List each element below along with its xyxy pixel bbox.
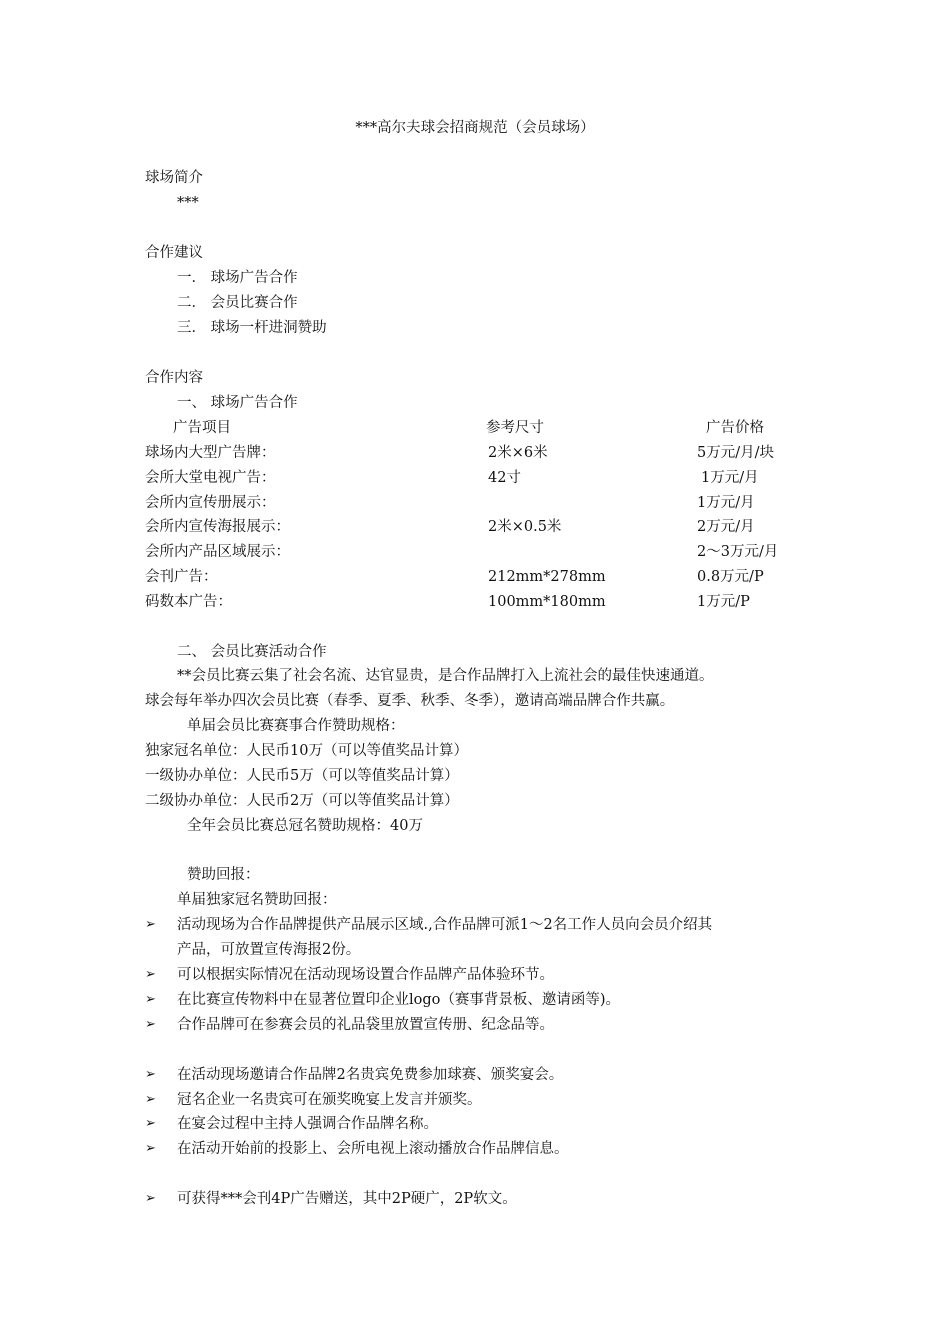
table-cell-price: 0.8万元/P: [697, 569, 764, 585]
intro-body: ***: [177, 195, 199, 211]
bullet-item: 活动现场为合作品牌提供产品展示区域.,合作品牌可派1～2名工作人员向会员介绍其: [177, 917, 713, 933]
bullet-arrow-icon: ➢: [145, 917, 156, 932]
bullet-arrow-icon: ➢: [145, 1067, 156, 1082]
section-match-cooperation: 二、 会员比赛活动合作: [177, 644, 327, 660]
annual-spec: 全年会员比赛总冠名赞助规格：40万: [187, 818, 423, 834]
content-heading: 合作内容: [145, 370, 203, 386]
paragraph: 球会每年举办四次会员比赛（春季、夏季、秋季、冬季），邀请高端品牌合作共赢。: [145, 693, 675, 709]
table-cell-item: 码数本广告：: [145, 594, 232, 610]
table-cell-price: 2～3万元/月: [697, 544, 779, 560]
table-cell-item: 会刊广告：: [145, 569, 218, 585]
suggestion-item: 二． 会员比赛合作: [177, 295, 298, 311]
table-cell-size: 2米×6米: [488, 445, 548, 461]
bullet-item: 可以根据实际情况在活动现场设置合作品牌产品体验环节。: [177, 967, 554, 983]
bullet-item: 冠名企业一名贵宾可在颁奖晚宴上发言并颁奖。: [177, 1092, 482, 1108]
table-cell-item: 会所内产品区域展示：: [145, 544, 290, 560]
table-cell-item: 会所内宣传海报展示：: [145, 519, 290, 535]
table-cell-price: 1万元/月: [701, 470, 759, 486]
suggestions-heading: 合作建议: [145, 245, 203, 261]
bullet-item: 可获得***会刊4P广告赠送，其中2P硬广，2P软文。: [177, 1191, 517, 1207]
table-cell-item: 球场内大型广告牌：: [145, 445, 276, 461]
table-cell-price: 1万元/月: [697, 495, 755, 511]
bullet-arrow-icon: ➢: [145, 1191, 156, 1206]
spec-item: 一级协办单位：人民币5万（可以等值奖品计算）: [145, 768, 459, 784]
section-ad-cooperation: 一、 球场广告合作: [177, 395, 298, 411]
bullet-arrow-icon: ➢: [145, 992, 156, 1007]
bullet-item: 在活动开始前的投影上、会所电视上滚动播放合作品牌信息。: [177, 1141, 569, 1157]
bullet-item: 合作品牌可在参赛会员的礼品袋里放置宣传册、纪念品等。: [177, 1017, 554, 1033]
suggestion-item: 三． 球场一杆进洞赞助: [177, 320, 327, 336]
bullet-item-continued: 产品，可放置宣传海报2份。: [177, 942, 361, 958]
table-cell-price: 2万元/月: [697, 519, 755, 535]
table-cell-item: 会所大堂电视广告：: [145, 470, 276, 486]
bullet-item: 在比赛宣传物料中在显著位置印企业logo（赛事背景板、邀请函等)。: [177, 992, 621, 1008]
bullet-item: 在宴会过程中主持人强调合作品牌名称。: [177, 1116, 438, 1132]
intro-heading: 球场简介: [145, 170, 203, 186]
table-header-item: 广告项目: [173, 420, 231, 436]
reward-heading: 赞助回报：: [187, 867, 260, 883]
table-header-price: 广告价格: [706, 420, 764, 436]
bullet-arrow-icon: ➢: [145, 1092, 156, 1107]
table-cell-size: 42寸: [488, 470, 521, 486]
bullet-arrow-icon: ➢: [145, 1141, 156, 1156]
table-cell-item: 会所内宣传册展示：: [145, 495, 276, 511]
bullet-item: 在活动现场邀请合作品牌2名贵宾免费参加球赛、颁奖宴会。: [177, 1067, 564, 1083]
spec-heading: 单届会员比赛赛事合作赞助规格：: [187, 718, 405, 734]
table-cell-price: 1万元/P: [697, 594, 750, 610]
table-header-size: 参考尺寸: [486, 420, 544, 436]
bullet-arrow-icon: ➢: [145, 967, 156, 982]
reward-subheading: 单届独家冠名赞助回报：: [177, 892, 337, 908]
page-title: ***高尔夫球会招商规范（会员球场）: [355, 120, 595, 136]
spec-item: 二级协办单位：人民币2万（可以等值奖品计算）: [145, 793, 459, 809]
suggestion-item: 一． 球场广告合作: [177, 270, 298, 286]
bullet-arrow-icon: ➢: [145, 1017, 156, 1032]
table-cell-size: 100mm*180mm: [488, 594, 606, 610]
paragraph: **会员比赛云集了社会名流、达官显贵，是合作品牌打入上流社会的最佳快速通道。: [177, 668, 714, 684]
bullet-arrow-icon: ➢: [145, 1116, 156, 1131]
table-cell-price: 5万元/月/块: [697, 445, 774, 461]
table-cell-size: 212mm*278mm: [488, 569, 606, 585]
spec-item: 独家冠名单位：人民币10万（可以等值奖品计算）: [145, 743, 468, 759]
table-cell-size: 2米×0.5米: [488, 519, 562, 535]
